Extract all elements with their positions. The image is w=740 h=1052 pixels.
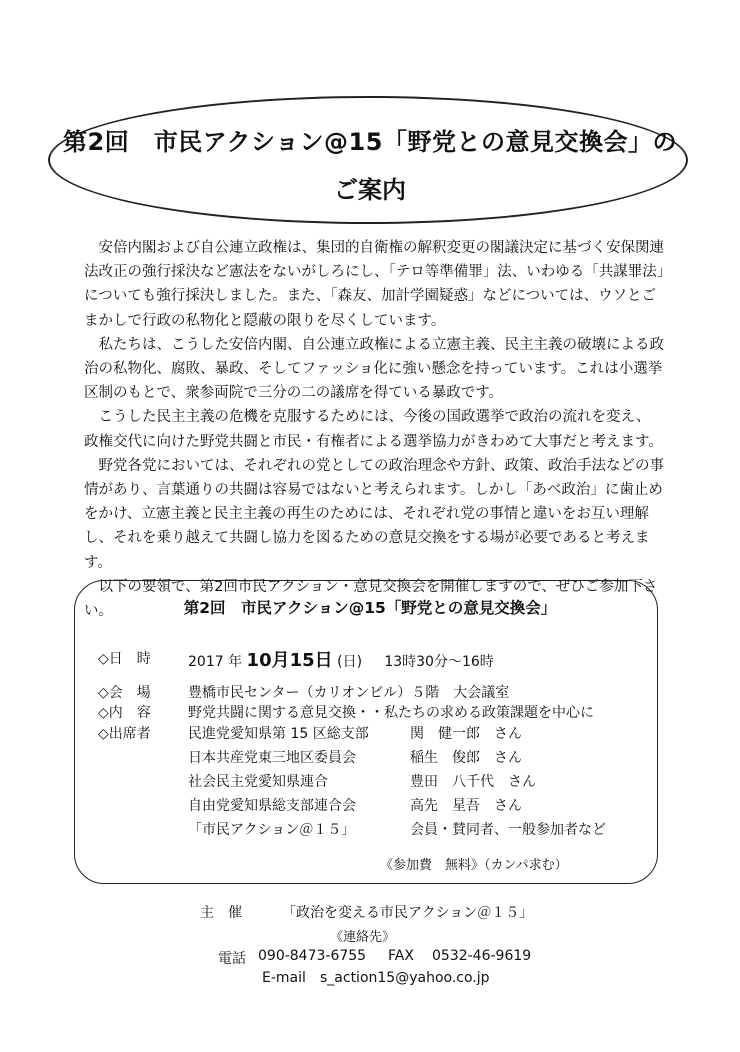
date-label: ◇日 時 xyxy=(98,651,151,667)
page-title: 第2回 市民アクション@15「野党との意見交換会」の xyxy=(63,128,677,156)
page-subtitle: ご案内 xyxy=(334,176,406,204)
attendee-person: 関 健一郎 さん xyxy=(410,726,522,742)
event-date xyxy=(188,646,494,672)
phone-number: 090-8473-6755 xyxy=(258,948,367,964)
content-value: 野党共闘に関する意見交換・・私たちの求める政策課題を中心に xyxy=(188,705,594,721)
attendee-org: 「市民アクション＠１５」 xyxy=(188,822,356,838)
attendees-label: ◇出席者 xyxy=(98,726,151,742)
date-year: 2017 年 xyxy=(188,654,243,670)
attendee-person: 稲生 俊郎 さん xyxy=(410,750,522,766)
fax-label: FAX xyxy=(388,948,414,964)
venue-value: 豊橋市民センター（カリオンビル）５階 大会議室 xyxy=(188,685,510,701)
paragraph: 安倍内閣および自公連立政権は、集団的自衛権の解釈変更の閣議決定に基づく安保関連法改正の強行採決など憲法をないがしろにし、「テロ等準備罪」法、いわゆる「共謀罪法」についても強行採決しました。また、「森友、加計学園疑惑」などについては、ウソとごまかしで行政の私物化と隠蔽の限りを尽くしています。 xyxy=(84,240,664,329)
phone-label: 電話 xyxy=(218,951,246,967)
intro-body xyxy=(84,236,664,623)
paragraph: 以下の要領で、第2回市民アクション・意見交換会を開催しますので、ぜひご参加下さい。 xyxy=(84,578,658,620)
paragraph: 私たちは、こうした安倍内閣、自公連立政権による立憲主義、民主主義の破壊による政治の私物化、腐敗、暴政、そしてファッショ化に強い懸念を持っています。これは小選挙区制のもとで、衆参両院で三分の二の議席を得ている暴政です。 xyxy=(84,336,664,402)
attendee-org: 民進党愛知県第 15 区総支部 xyxy=(188,726,369,742)
sponsor-label: 主 催 xyxy=(200,905,242,921)
attendee-org: 日本共産党東三地区委員会 xyxy=(188,750,356,766)
venue-label: ◇会 場 xyxy=(98,685,151,701)
email-label: E-mail xyxy=(262,970,306,986)
fax-number: 0532-46-9619 xyxy=(432,948,532,964)
paragraph: 野党各党においては、それぞれの党としての政治理念や方針、政策、政治手法などの事情があり、言葉通りの共闘は容易ではないと考えられます。しかし「あべ政治」に歯止めをかけ、立憲主義と民主主義の再生のためには、それぞれ党の事情と違いをお互い理解し、それを乗り越えて共闘し協力を図るための意見交換をする場が必要であると考えます。 xyxy=(84,457,664,571)
date-time: 13時30分～16時 xyxy=(384,654,494,670)
participation-fee: 《参加費 無料》（カンパ求む） xyxy=(380,858,568,873)
event-box-title: 第2回 市民アクション@15「野党との意見交換会」 xyxy=(183,599,557,617)
attendee-org: 社会民主党愛知県連合 xyxy=(188,774,328,790)
content-label: ◇内 容 xyxy=(98,705,151,721)
attendee-person: 高先 星吾 さん xyxy=(410,798,522,814)
attendee-org: 自由党愛知県総支部連合会 xyxy=(188,798,356,814)
contact-heading: 《連絡先》 xyxy=(330,930,396,945)
email-address[interactable]: s_action15@yahoo.co.jp xyxy=(320,970,490,986)
attendee-person: 会員・賛同者、一般参加者など xyxy=(410,822,606,838)
paragraph: こうした民主主義の危機を克服するためには、今後の国政選挙で政治の流れを変え、政権交代に向けた野党共闘と市民・有権者による選挙協力がきわめて大事だと考えます。 xyxy=(84,409,663,450)
date-month-day: 10月15日 xyxy=(246,650,333,671)
sponsor-name: 「政治を変える市民アクション＠１５」 xyxy=(282,905,534,921)
attendee-person: 豊田 八千代 さん xyxy=(410,774,536,790)
date-weekday: (日) xyxy=(337,654,363,670)
